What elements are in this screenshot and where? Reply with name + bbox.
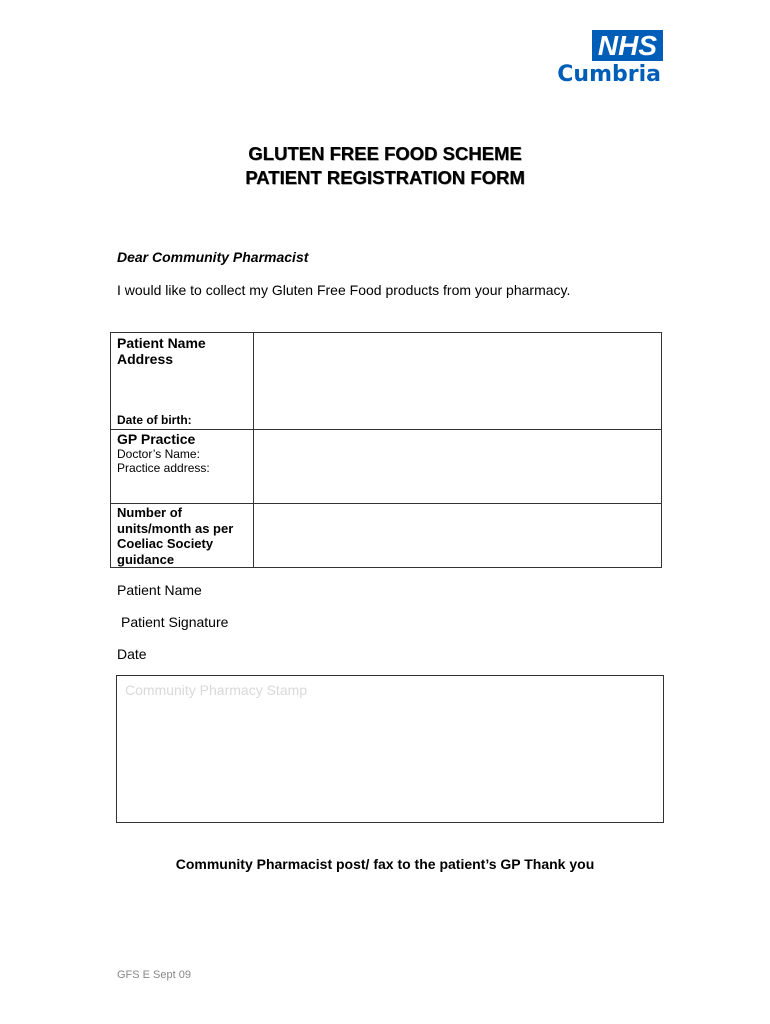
gp-practice-label-cell bbox=[111, 430, 254, 504]
practice-address-label: Practice address: bbox=[117, 461, 210, 475]
nhs-cumbria-logo bbox=[555, 30, 663, 88]
gp-practice-row bbox=[111, 430, 662, 504]
date-label: Date bbox=[117, 646, 147, 662]
doctor-name-label: Doctor’s Name: bbox=[117, 447, 200, 461]
footer-instruction: Community Pharmacist post/ fax to the patient’s GP Thank you bbox=[175, 856, 595, 872]
registration-table bbox=[110, 332, 662, 568]
address-label: Address bbox=[117, 351, 174, 367]
units-label-cell bbox=[111, 504, 254, 568]
form-reference-code: GFS E Sept 09 bbox=[117, 969, 191, 981]
pharmacy-stamp-box[interactable] bbox=[116, 675, 664, 823]
form-title-line-2: PATIENT REGISTRATION FORM bbox=[245, 167, 525, 188]
gp-practice-field[interactable] bbox=[254, 430, 662, 504]
signature-patient-name-label: Patient Name bbox=[117, 582, 202, 598]
intro-text: I would like to collect my Gluten Free Food products from your pharmacy. bbox=[117, 282, 571, 298]
patient-name-label: Patient Name bbox=[117, 335, 206, 351]
pharmacy-stamp-label: Community Pharmacy Stamp bbox=[125, 682, 308, 698]
patient-details-label-cell bbox=[111, 333, 254, 430]
units-row bbox=[111, 504, 662, 568]
logo-org-name: Cumbria bbox=[557, 62, 661, 87]
patient-signature-label: Patient Signature bbox=[121, 614, 229, 630]
units-field[interactable] bbox=[254, 504, 662, 568]
gp-practice-label: GP Practice bbox=[117, 431, 196, 447]
nhs-logo-mark: NHS bbox=[592, 30, 663, 61]
patient-details-row bbox=[111, 333, 662, 430]
salutation: Dear Community Pharmacist bbox=[117, 249, 309, 265]
dob-label: Date of birth: bbox=[117, 413, 192, 427]
form-title-line-1: GLUTEN FREE FOOD SCHEME bbox=[248, 143, 522, 164]
patient-details-field[interactable] bbox=[254, 333, 662, 430]
units-label: Number of units/month as per Coeliac Society guidance bbox=[117, 505, 234, 567]
